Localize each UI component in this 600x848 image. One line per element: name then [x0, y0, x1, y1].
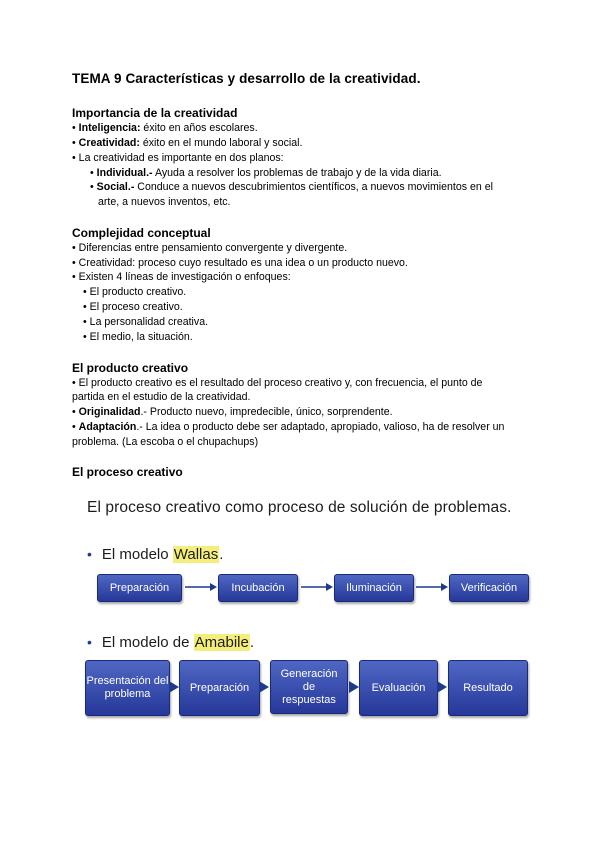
bullet: •	[72, 137, 76, 149]
sub-list-item	[83, 286, 186, 299]
bullet: •	[83, 316, 87, 328]
diagram-title: El proceso creativo como proceso de solución de problemas.	[87, 499, 512, 516]
highlighted-name: Wallas	[173, 546, 219, 563]
bullet: •	[72, 271, 76, 283]
bullet: •	[72, 122, 76, 134]
text: La creatividad es importante en dos planos:	[78, 152, 284, 164]
text: Diferencias entre pensamiento convergente y divergente.	[78, 242, 348, 254]
arrow-right-icon	[168, 680, 180, 694]
text: El modelo de	[101, 634, 194, 651]
text: El producto creativo es el resultado del proceso creativo y, con frecuencia, el punto de	[78, 377, 483, 389]
text: El modelo	[101, 546, 173, 563]
text: El producto creativo.	[89, 286, 187, 298]
document-title: TEMA 9 Características y desarrollo de la creatividad.	[72, 71, 421, 86]
list-item	[72, 242, 347, 255]
sub-list-item	[83, 316, 208, 329]
section-heading-importancia: Importancia de la creatividad	[72, 106, 238, 120]
sub-list-item	[83, 331, 193, 344]
term: Social.-	[96, 181, 135, 193]
amabile-step-presentacion: Presentación del problema	[85, 660, 170, 716]
bullet: •	[72, 152, 76, 164]
text: .- Producto nuevo, impredecible, único, sorprendente.	[140, 406, 393, 418]
bullet: •	[83, 301, 87, 313]
list-item	[72, 271, 291, 284]
section-heading-producto: El producto creativo	[72, 361, 189, 375]
arrow-right-icon	[348, 680, 360, 694]
text: Conduce a nuevos descubrimientos científicos, a nuevos movimientos en el	[134, 181, 493, 193]
bullet: •	[87, 546, 92, 562]
text: Creatividad: proceso cuyo resultado es una idea o un producto nuevo.	[78, 257, 408, 269]
text: éxito en el mundo laboral y social.	[139, 137, 303, 149]
term: Creatividad:	[78, 137, 140, 149]
amabile-step-generacion: Generación de respuestas	[270, 660, 348, 714]
model-amabile-label	[87, 634, 254, 651]
bullet: •	[72, 421, 76, 433]
list-item	[90, 167, 442, 180]
text: .	[219, 546, 224, 563]
list-item	[72, 377, 482, 390]
arrow-right-icon	[184, 580, 218, 594]
list-item-continuation: partida en el estudio de la creatividad.	[72, 391, 251, 403]
list-item	[90, 181, 493, 194]
list-item-continuation: arte, a nuevos inventos, etc.	[98, 196, 231, 208]
text: Existen 4 líneas de investigación o enfoques:	[78, 271, 291, 283]
arrow-right-icon	[436, 680, 448, 694]
text: .	[249, 634, 255, 651]
bullet: •	[72, 406, 76, 418]
bullet: •	[90, 167, 94, 179]
list-item	[72, 137, 302, 150]
list-item	[72, 152, 284, 165]
term: Originalidad	[78, 406, 141, 418]
wallas-step-incubacion: Incubación	[218, 574, 298, 602]
wallas-step-preparacion: Preparación	[97, 574, 182, 602]
text: Ayuda a resolver los problemas de trabajo y de la vida diaria.	[152, 167, 442, 179]
list-item	[72, 406, 393, 419]
term: Inteligencia:	[78, 122, 141, 134]
amabile-step-evaluacion: Evaluación	[359, 660, 438, 716]
section-heading-complejidad: Complejidad conceptual	[72, 226, 211, 240]
amabile-step-preparacion: Preparación	[179, 660, 260, 716]
amabile-step-resultado: Resultado	[448, 660, 528, 716]
section-heading-proceso: El proceso creativo	[72, 465, 183, 479]
text: éxito en años escolares.	[140, 122, 258, 134]
bullet: •	[83, 331, 87, 343]
wallas-step-verificacion: Verificación	[449, 574, 529, 602]
bullet: •	[83, 286, 87, 298]
bullet: •	[72, 377, 76, 389]
bullet: •	[90, 181, 94, 193]
sub-list-item	[83, 301, 183, 314]
term: Individual.-	[96, 167, 153, 179]
text: El medio, la situación.	[89, 331, 193, 343]
arrow-right-icon	[258, 680, 270, 694]
model-wallas-label	[87, 546, 223, 563]
arrow-right-icon	[300, 580, 334, 594]
wallas-step-iluminacion: Iluminación	[334, 574, 414, 602]
list-item	[72, 122, 258, 135]
text: El proceso creativo.	[89, 301, 183, 313]
text: La personalidad creativa.	[89, 316, 209, 328]
bullet: •	[72, 242, 76, 254]
bullet: •	[72, 257, 76, 269]
highlighted-name: Amabile	[194, 634, 249, 651]
list-item-continuation: problema. (La escoba o el chupachups)	[72, 436, 259, 448]
bullet: •	[87, 634, 92, 650]
arrow-right-icon	[415, 580, 449, 594]
list-item	[72, 257, 408, 270]
term: Adaptación	[78, 421, 137, 433]
text: .- La idea o producto debe ser adaptado, apropiado, valioso, ha de resolver un	[136, 421, 505, 433]
list-item	[72, 421, 504, 434]
